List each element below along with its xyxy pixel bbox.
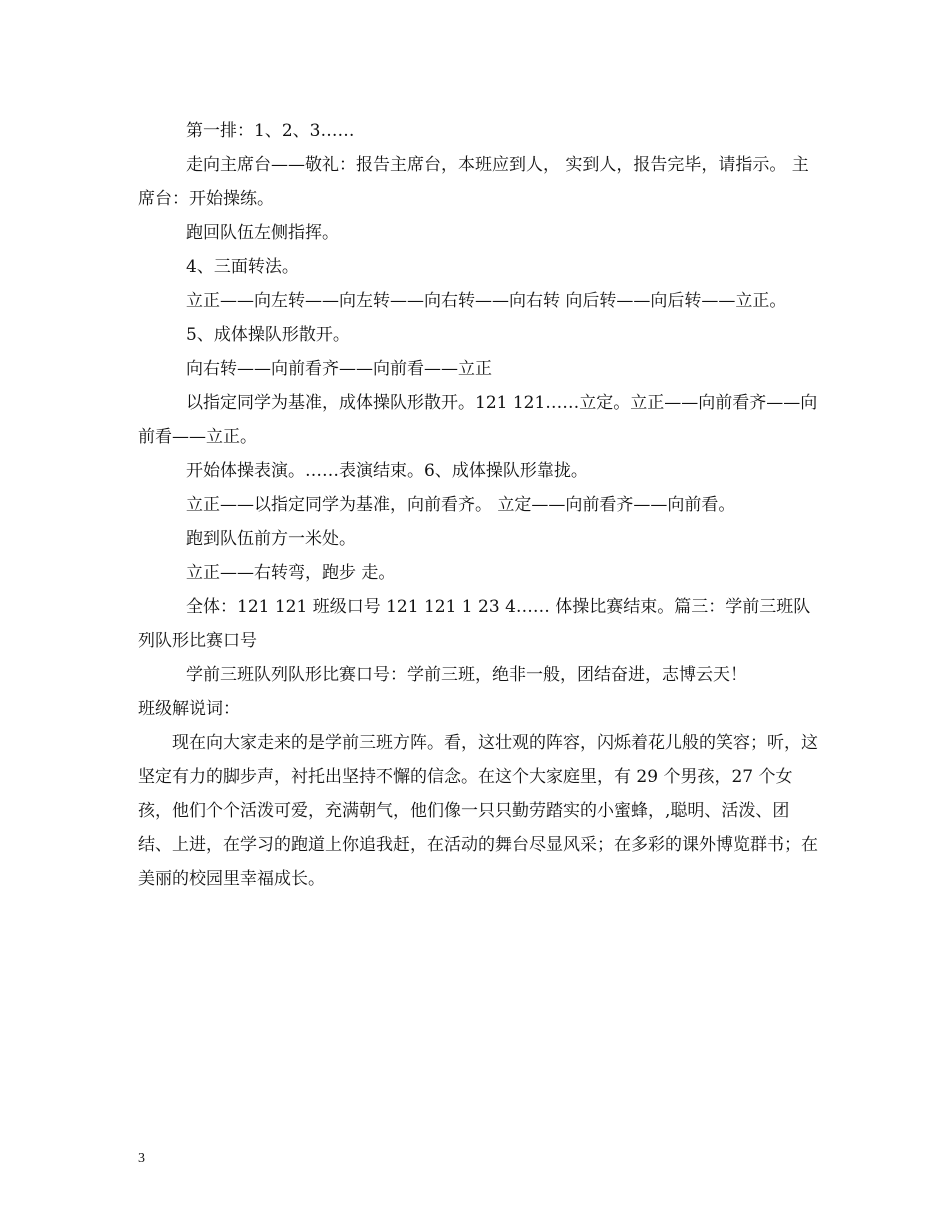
paragraph-formation-open: 5、成体操队形散开。 — [186, 325, 350, 345]
page-number: 3 — [138, 1151, 145, 1166]
document-body — [138, 114, 818, 896]
paragraph-first-row: 第一排：1、2、3…… — [186, 121, 355, 141]
paragraph-turn-method: 4、三面转法。 — [186, 257, 299, 277]
paragraph-run-back: 跑回队伍左侧指挥。 — [186, 223, 339, 243]
paragraph-right-turn: 立正——右转弯，跑步 走。 — [186, 563, 396, 583]
paragraph-turn-commands: 立正——向左转——向左转——向右转——向右转 向后转——向后转——立正。 — [186, 291, 787, 311]
paragraph-performance: 开始体操表演。……表演结束。6、成体操队形靠拢。 — [186, 461, 588, 481]
paragraph-base-student: 以指定同学为基准，成体操队形散开。121 121……立定。立正——向前看齐——向前看——立正。 — [138, 393, 818, 447]
paragraph-commentary-body: 现在向大家走来的是学前三班方阵。看，这壮观的阵容，闪烁着花儿般的笑容；听，这坚定有力的脚步声，衬托出坚持不懈的信念。在这个大家庭里，有 29 个男孩，27 个女孩，他们个个活泼可爱，充满朝气，他们像一只只勤劳踏实的小蜜蜂，,聪明、活泼、团结、上进，在学习的跑道上你追我赶，在活动的舞台尽显风采；在多彩的课外博览群书；在美丽的校园里幸福成长。 — [138, 733, 818, 889]
paragraph-run-front: 跑到队伍前方一米处。 — [186, 529, 356, 549]
paragraph-report-to-stage: 走向主席台——敬礼：报告主席台，本班应到人， 实到人，报告完毕，请指示。 主席台：开始操练。 — [138, 155, 809, 209]
paragraph-slogan-end: 全体：121 121 班级口号 121 121 1 23 4…… 体操比赛结束。篇三：学前三班队列队形比赛口号 — [138, 597, 811, 651]
paragraph-commentary-heading: 班级解说词： — [138, 699, 240, 719]
paragraph-align-commands: 向右转——向前看齐——向前看——立正 — [186, 359, 492, 379]
paragraph-class-slogan: 学前三班队列队形比赛口号：学前三班，绝非一般，团结奋进，志博云天！ — [186, 665, 747, 685]
paragraph-close-ranks: 立正——以指定同学为基准，向前看齐。 立定——向前看齐——向前看。 — [186, 495, 736, 515]
